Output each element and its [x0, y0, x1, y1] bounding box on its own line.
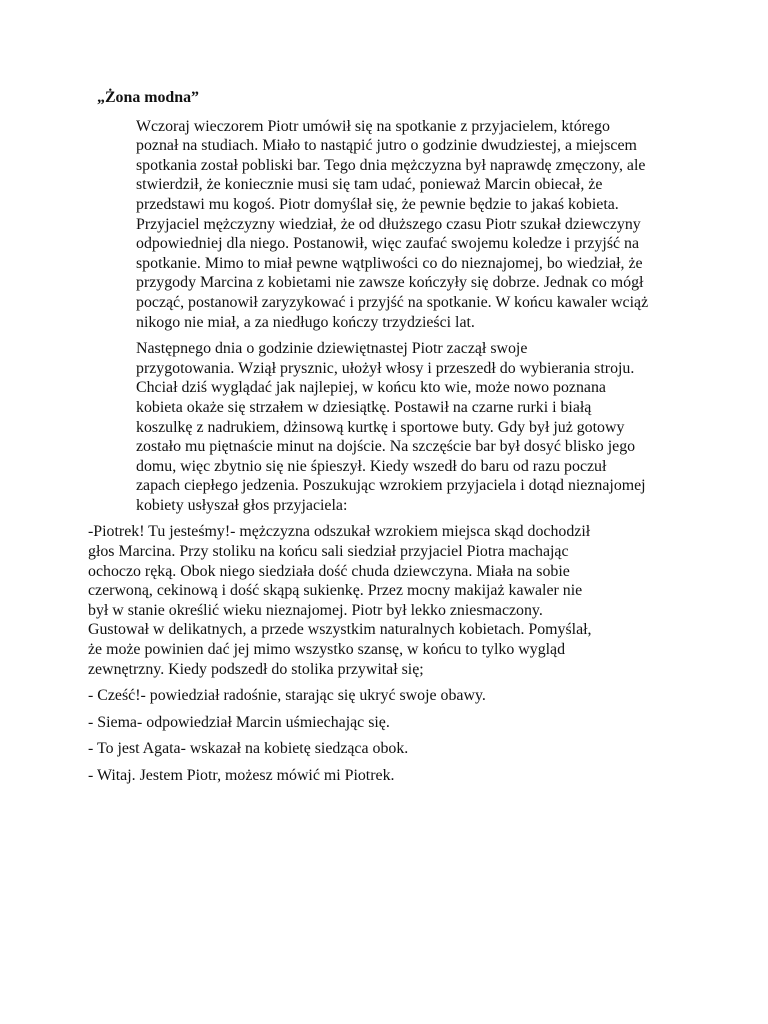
- text-line: głos Marcina. Przy stoliku na końcu sali siedział przyjaciel Piotra machając: [88, 543, 569, 561]
- document-title: „Żona modna”: [97, 89, 199, 106]
- paragraph: [88, 339, 684, 515]
- text-line: odpowiedniej dla niego. Postanowił, więc zaufać swojemu koledze i przyjść na: [136, 235, 640, 253]
- paragraph: [88, 522, 684, 679]
- text-line: -Piotrek! Tu jesteśmy!- mężczyzna odszukał wzrokiem miejsca skąd dochodził: [88, 523, 591, 541]
- text-line: zewnętrzny. Kiedy podszedł do stolika przywitał się;: [88, 660, 424, 678]
- text-line: kobiety usłyszał głos przyjaciela:: [136, 496, 348, 514]
- text-line: kobieta okaże się strzałem w dziesiątkę. Postawił na czarne rurki i białą: [136, 398, 592, 416]
- text-line: domu, więc zbytnio się nie śpieszył. Kiedy wszedł do baru od razu poczuł: [136, 457, 607, 475]
- text-line: ochoczo ręką. Obok niego siedziała dość chuda dziewczyna. Miała na sobie: [88, 562, 570, 580]
- text-line: - To jest Agata- wskazał na kobietę siedząca obok.: [88, 740, 409, 758]
- paragraph: [88, 739, 684, 759]
- text-line: począć, postanowił zaryzykować i przyjść na spotkanie. W końcu kawaler wciąż: [136, 293, 649, 311]
- text-line: Chciał dziś wyglądać jak najlepiej, w końcu kto wie, może nowo poznana: [136, 379, 606, 397]
- document-body: [88, 117, 684, 786]
- text-line: przygotowania. Wziął prysznic, ułożył włosy i przeszedł do wybierania stroju.: [136, 359, 635, 377]
- text-line: Wczoraj wieczorem Piotr umówił się na spotkanie z przyjacielem, którego: [136, 117, 610, 135]
- text-line: przygody Marcina z kobietami nie zawsze kończyły się dobrze. Jednak co mógł: [136, 274, 644, 292]
- text-line: - Cześć!- powiedział radośnie, starając się ukryć swoje obawy.: [88, 687, 486, 705]
- text-line: stwierdził, że koniecznie musi się tam udać, ponieważ Marcin obiecał, że: [136, 176, 603, 194]
- text-line: spotkanie. Mimo to miał pewne wątpliwości co do nieznajomej, bo wiedział, że: [136, 254, 643, 272]
- paragraph: [88, 117, 684, 333]
- text-line: poznał na studiach. Miało to nastąpić jutro o godzinie dwudziestej, a miejscem: [136, 137, 637, 155]
- document-page: [88, 88, 684, 793]
- text-line: koszulkę z nadrukiem, dżinsową kurtkę i sportowe buty. Gdy był już gotowy: [136, 418, 625, 436]
- text-line: nikogo nie miał, a za niedługo kończy trzydzieści lat.: [136, 313, 475, 331]
- text-line: - Siema- odpowiedział Marcin uśmiechając się.: [88, 713, 390, 731]
- text-line: spotkania został pobliski bar. Tego dnia mężczyzna był naprawdę zmęczony, ale: [136, 156, 646, 174]
- text-line: Następnego dnia o godzinie dziewiętnastej Piotr zaczął swoje: [136, 340, 528, 358]
- text-line: Przyjaciel mężczyzny wiedział, że od dłuższego czasu Piotr szukał dziewczyny: [136, 215, 641, 233]
- paragraph: [88, 766, 684, 786]
- text-line: Gustował w delikatnych, a przede wszystkim naturalnych kobietach. Pomyślał,: [88, 621, 592, 639]
- text-line: że może powinien dać jej mimo wszystko szansę, w końcu to tylko wygląd: [88, 641, 566, 659]
- paragraph: [88, 686, 684, 706]
- text-line: zapach ciepłego jedzenia. Poszukując wzrokiem przyjaciela i dotąd nieznajomej: [136, 477, 646, 495]
- text-line: zostało mu piętnaście minut na dojście. Na szczęście bar był dosyć blisko jego: [136, 438, 636, 456]
- text-line: czerwoną, cekinową i dość skąpą sukienkę. Przez mocny makijaż kawaler nie: [88, 582, 583, 600]
- text-line: - Witaj. Jestem Piotr, możesz mówić mi Piotrek.: [88, 767, 395, 784]
- text-line: był w stanie określić wieku nieznajomej. Piotr był lekko zniesmaczony.: [88, 601, 543, 619]
- paragraph: [88, 713, 684, 733]
- text-line: przedstawi mu kogoś. Piotr domyślał się, że pewnie będzie to jakaś kobieta.: [136, 195, 619, 213]
